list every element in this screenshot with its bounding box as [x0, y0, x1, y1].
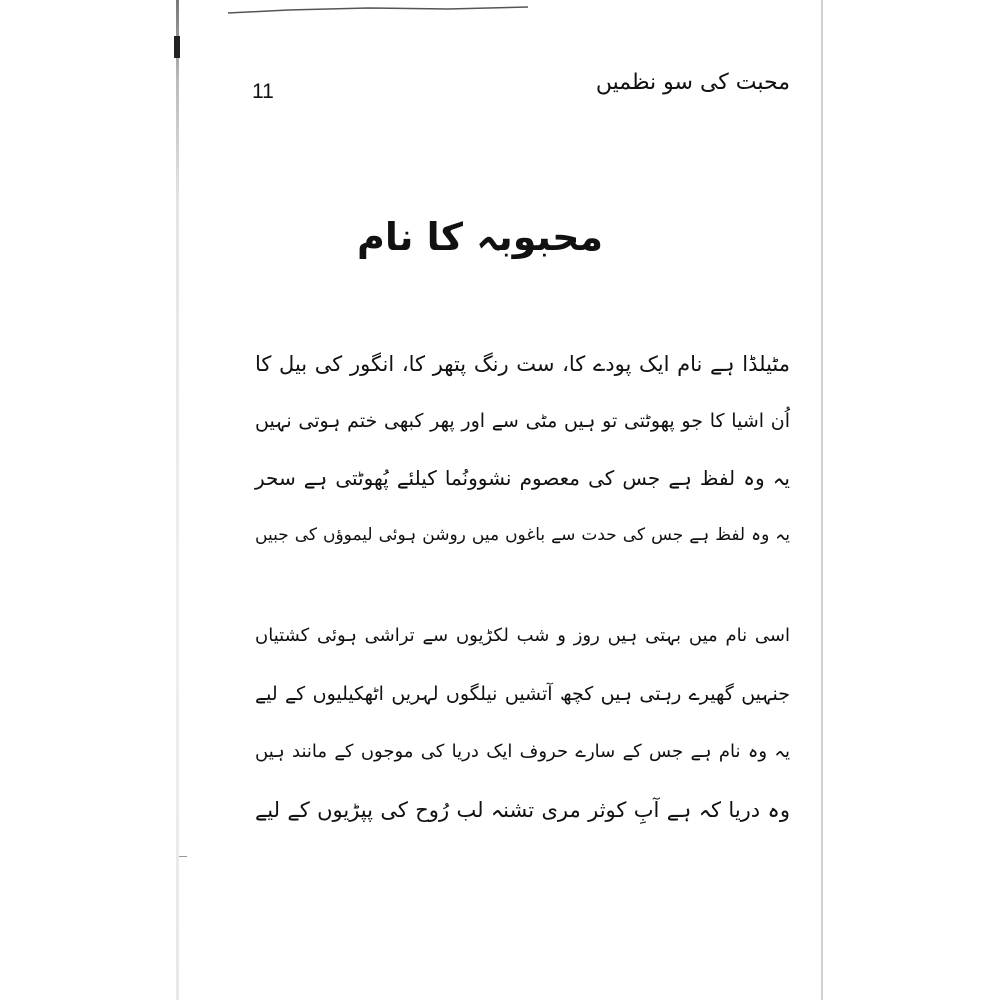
- running-head: محبت کی سو نظمیں: [595, 70, 790, 95]
- poem-line: جنہیں گھیرے رہتی ہیں کچھ آتشیں نیلگوں لہریں اٹھکیلیوں کے لیے: [255, 683, 790, 705]
- poem-line: مٹیلڈا ہے نام ایک پودے کا، ست رنگ پتھر کا، انگور کی بیل کا: [255, 352, 790, 376]
- poem-line: یہ وہ لفظ ہے جس کی معصوم نشوونُما کیلئے پُھوٹتی ہے سحر: [255, 466, 790, 490]
- scan-tick-mark: [179, 856, 187, 857]
- stanza-1: [255, 340, 790, 568]
- poem-line: یہ وہ لفظ ہے جس کی حدت سے باغوں میں روشن ہوئی لیموؤں کی جبیں: [255, 525, 790, 545]
- page-left-edge: [176, 0, 179, 1000]
- poem-title: محبوبہ کا نام: [357, 215, 603, 259]
- scan-scratch-mark: [228, 6, 528, 14]
- page-right-edge: [821, 0, 823, 1000]
- page-number: 11: [252, 80, 274, 103]
- poem-line: اسی نام میں بہتی ہیں روز و شب لکڑیوں سے تراشی ہوئی کشتیاں: [255, 625, 790, 646]
- scan-edge-mark: [174, 36, 180, 58]
- poem-line: اُن اشیا کا جو پھوٹتی تو ہیں مٹی سے اور پھر کبھی ختم ہوتی نہیں: [255, 410, 790, 432]
- poem-line: وہ دریا کہ ہے آبِ کوثر مری تشنہ لب رُوح کی پپڑیوں کے لیے: [255, 798, 790, 822]
- stanza-2: [255, 612, 790, 844]
- poem-line: یہ وہ نام ہے جس کے سارے حروف ایک دریا کی موجوں کے مانند ہیں: [255, 741, 790, 762]
